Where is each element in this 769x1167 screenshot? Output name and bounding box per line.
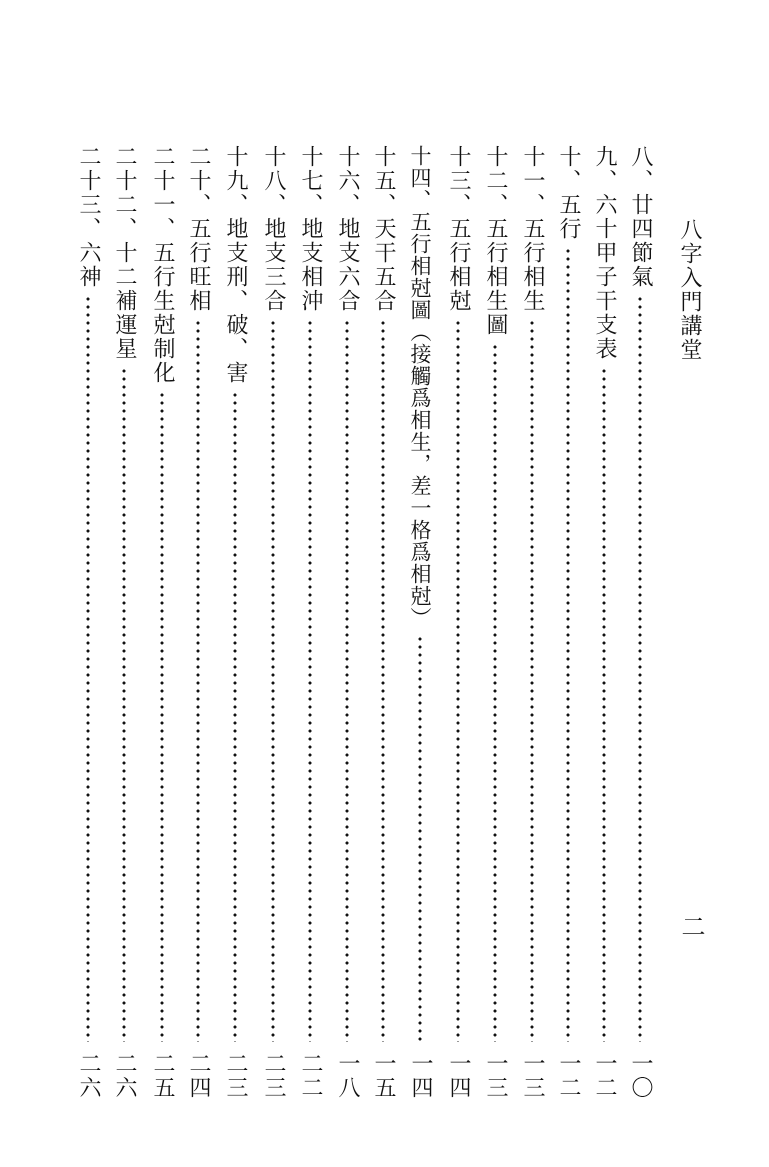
- toc-entry: [293, 145, 327, 1100]
- toc-entry-title: 十八、地支三合: [261, 145, 286, 313]
- toc-entry-title: 十九、地支刑、破、害: [223, 145, 248, 385]
- toc-entry: [623, 145, 657, 1100]
- dot-leader: [86, 295, 90, 1042]
- toc-entry: [366, 145, 400, 1100]
- toc-entry-page: 一〇: [628, 1052, 653, 1100]
- toc-entry-title: 十五、天干五合: [371, 145, 396, 313]
- toc-entry: [515, 145, 549, 1100]
- toc-entry: [107, 145, 141, 1100]
- toc-entry-page: 一二: [556, 1052, 581, 1100]
- toc-entry-page: 二三: [261, 1052, 286, 1100]
- running-title: 八字入門講堂: [677, 218, 702, 362]
- toc-entry: [71, 145, 105, 1100]
- toc-entry-page: 一四: [446, 1052, 471, 1100]
- dot-leader: [233, 391, 237, 1042]
- toc-entry-page: 一三: [520, 1052, 545, 1100]
- toc-entry-page: 二六: [112, 1052, 137, 1100]
- toc-entry-title: 二十、五行旺相: [186, 145, 211, 313]
- toc-entry-page: 一五: [371, 1052, 396, 1100]
- toc-entry-title: 十、五行: [556, 145, 581, 241]
- dot-leader: [160, 391, 164, 1042]
- toc-entry: [218, 145, 252, 1100]
- toc-entry: [403, 145, 437, 1100]
- toc-entry-title: 十四、五行相尅圖（接觸爲相生，差一格爲相尅）: [408, 145, 432, 629]
- toc-entry-page: 一四: [408, 1052, 433, 1100]
- toc-entry-title: 十三、五行相尅: [446, 145, 471, 313]
- toc-entry-title: 九、六十甲子干支表: [592, 145, 617, 361]
- toc-entry: [256, 145, 290, 1100]
- toc-entry-page: 一八: [335, 1052, 360, 1100]
- toc-entry-title: 二十二、十二補運星: [112, 145, 137, 361]
- toc-entry: [181, 145, 215, 1100]
- toc-entry-page: 二四: [186, 1052, 211, 1100]
- toc-entry-page: 二二: [298, 1052, 323, 1100]
- toc-entry-page: 一二: [592, 1052, 617, 1100]
- toc-entry: [145, 145, 179, 1100]
- toc-entry-page: 二五: [150, 1052, 175, 1100]
- dot-leader: [418, 635, 422, 1042]
- toc-entry: [478, 145, 512, 1100]
- toc-entry-title: 十二、五行相生圖: [483, 145, 508, 337]
- dot-leader: [122, 367, 126, 1042]
- dot-leader: [271, 319, 275, 1042]
- dot-leader: [638, 295, 642, 1042]
- dot-leader: [530, 319, 534, 1042]
- dot-leader: [196, 319, 200, 1042]
- dot-leader: [602, 367, 606, 1042]
- toc-entry-title: 二十三、六神: [76, 145, 101, 289]
- dot-leader: [381, 319, 385, 1042]
- toc-entry-title: 八、廿四節氣: [628, 145, 653, 289]
- toc-entry: [441, 145, 475, 1100]
- toc-entry-title: 十六、地支六合: [335, 145, 360, 313]
- toc-entry: [587, 145, 621, 1100]
- toc-entry-page: 一三: [483, 1052, 508, 1100]
- toc-entry-title: 十七、地支相沖: [298, 145, 323, 313]
- dot-leader: [493, 343, 497, 1042]
- toc-entry: [551, 145, 585, 1100]
- toc-entry-page: 二三: [223, 1052, 248, 1100]
- toc-entry-title: 十一、五行相生: [520, 145, 545, 313]
- page-number: 二: [677, 914, 705, 938]
- dot-leader: [566, 247, 570, 1042]
- dot-leader: [345, 319, 349, 1042]
- toc-entry-title: 二十一、五行生尅制化: [150, 145, 175, 385]
- toc-entry: [330, 145, 364, 1100]
- dot-leader: [308, 319, 312, 1042]
- toc-entry-page: 二六: [76, 1052, 101, 1100]
- dot-leader: [456, 319, 460, 1042]
